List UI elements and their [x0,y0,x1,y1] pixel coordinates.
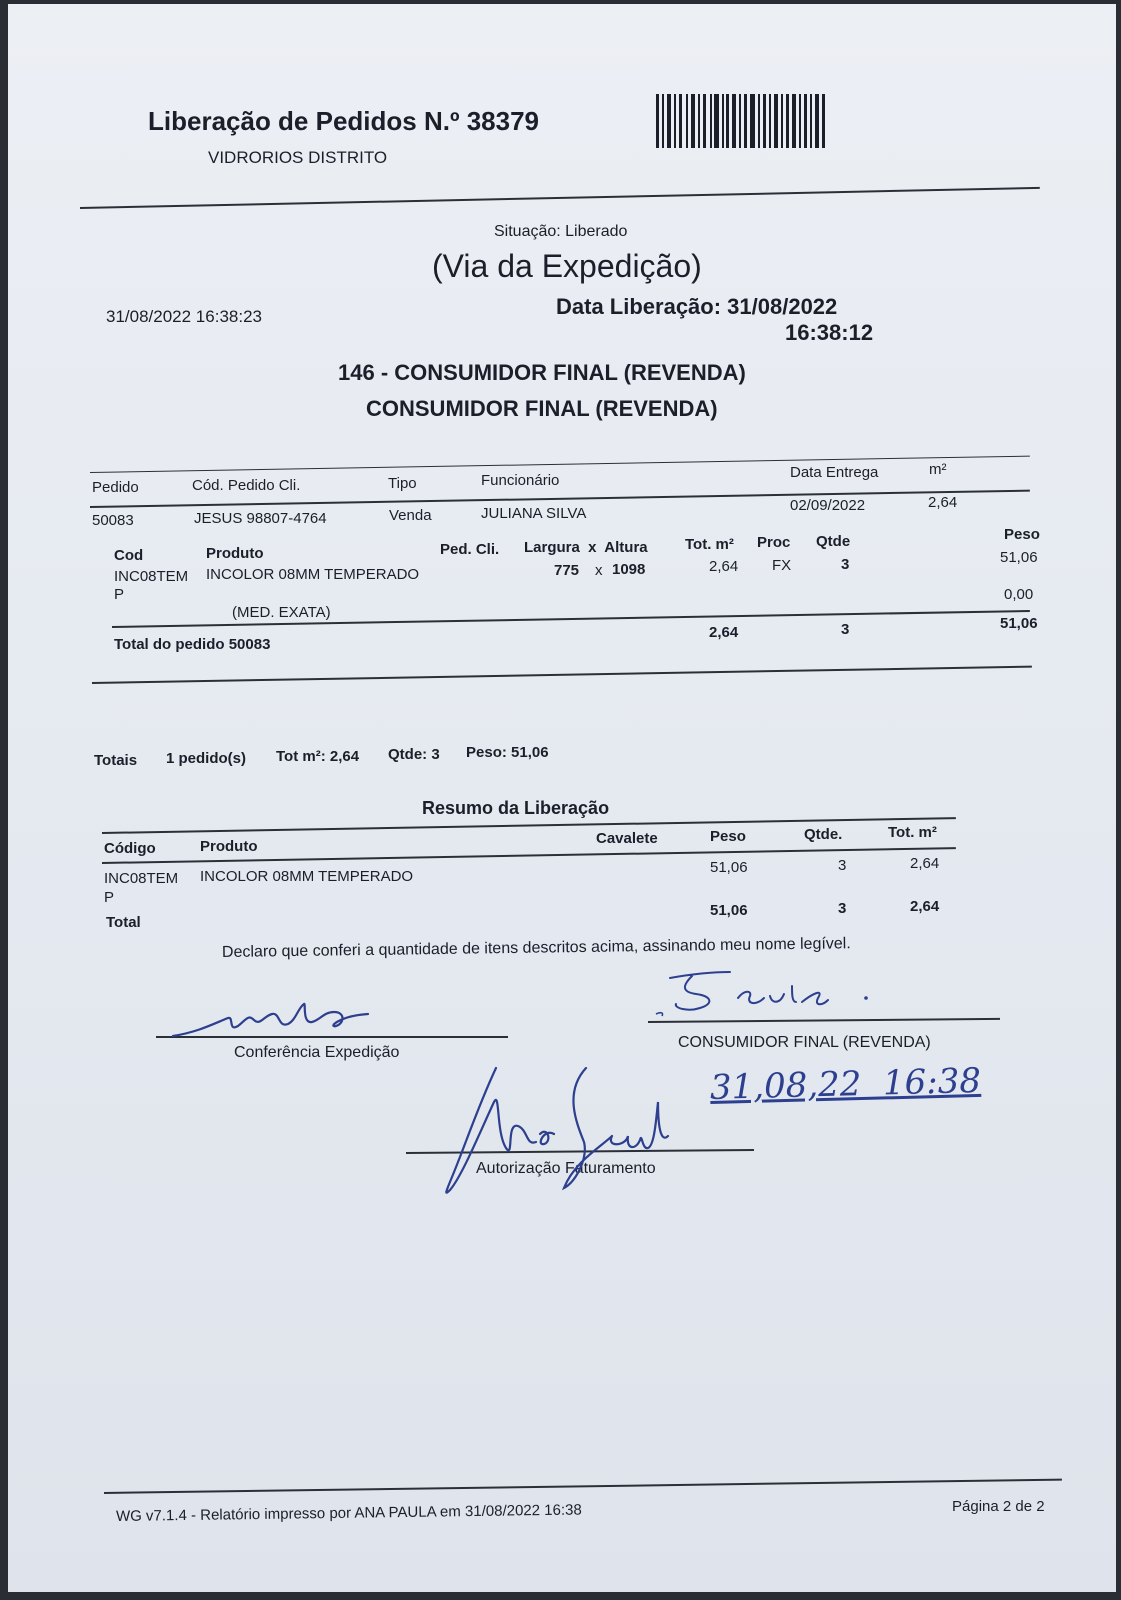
item-peso: 51,06 [1000,549,1038,566]
resumo-row-qtde: 3 [838,857,847,874]
situacao-label: Situação: Liberado [494,223,628,240]
cliente-line2: CONSUMIDOR FINAL (REVENDA) [366,396,718,421]
order-value-m2: 2,64 [928,494,958,511]
resumo-header-produto: Produto [200,838,258,855]
item-tot-m2: 2,64 [709,558,739,575]
handwritten-signature-cliente [652,964,892,1024]
resumo-header-peso: Peso [710,828,746,845]
order-header-tipo: Tipo [388,475,417,492]
item-cod-line2: P [114,586,125,603]
item-qtde: 3 [841,556,850,573]
item-x: x [595,562,603,579]
resumo-row-codigo-line2: P [104,889,115,906]
order-value-pedido: 50083 [92,512,134,529]
order-header-m2: m² [929,461,947,478]
resumo-total-qtde: 3 [838,900,847,917]
order-value-funcionario: JULIANA SILVA [481,505,587,522]
order-value-cod-pedido-cli: JESUS 98807-4764 [194,510,327,527]
item-altura: 1098 [612,561,646,578]
resumo-header-qtde: Qtde. [804,826,843,843]
item-produto: INCOLOR 08MM TEMPERADO [206,566,420,583]
barcode [656,94,826,148]
cliente-line1: 146 - CONSUMIDOR FINAL (REVENDA) [338,360,746,385]
handwritten-date: 31,08,22 16:38 [709,1060,982,1108]
order-total-peso: 51,06 [1000,615,1038,632]
resumo-header-tot-m2: Tot. m² [888,824,937,841]
resumo-header-cavalete: Cavalete [596,830,658,847]
handwritten-signature-autorizacao [436,1062,686,1202]
totals-tot-m2: Tot m²: 2,64 [276,748,360,765]
order-value-data-entrega: 02/09/2022 [790,497,866,514]
order-header-pedido: Pedido [92,479,139,496]
footer-divider [104,1479,1062,1494]
via-label: (Via da Expedição) [432,248,702,284]
totals-qtde: Qtde: 3 [388,746,440,763]
data-liberacao: Data Liberação: 31/08/2022 [556,294,838,319]
resumo-header-codigo: Código [104,840,156,857]
resumo-row-peso: 51,06 [710,859,748,876]
order-header-cod-pedido-cli: Cód. Pedido Cli. [192,477,301,494]
item-header-peso: Peso [1004,526,1040,543]
order-header-data-entrega: Data Entrega [790,464,879,481]
order-total-label: Total do pedido 50083 [114,636,271,653]
resumo-row-codigo-line1: INC08TEM [104,870,179,887]
declaration-text: Declaro que conferi a quantidade de itens descritos acima, assinando meu nome legível. [221,935,851,961]
document-title: Liberação de Pedidos N.º 38379 [148,106,539,136]
item-cod-line1: INC08TEM [114,568,189,585]
document-page [8,4,1116,1592]
header-divider [80,187,1040,209]
item-header-produto: Produto [206,545,264,562]
order-header-funcionario: Funcionário [481,472,560,489]
item-header-tot-m2: Tot. m² [685,536,734,553]
item-header-proc: Proc [757,534,791,551]
printed-datetime: 31/08/2022 16:38:23 [106,307,262,326]
footer-page: Página 2 de 2 [952,1498,1045,1515]
item-largura: 775 [554,562,580,579]
resumo-title: Resumo da Liberação [422,798,610,818]
order-value-tipo: Venda [389,507,432,524]
footer-report: WG v7.1.4 - Relatório impresso por ANA PAULA em 31/08/2022 16:38 [115,1501,582,1525]
item-produto-obs: (MED. EXATA) [232,604,331,621]
item-header-cod: Cod [114,547,144,564]
resumo-row-produto: INCOLOR 08MM TEMPERADO [200,868,414,885]
signature-label-conferencia: Conferência Expedição [234,1044,400,1061]
resumo-total-peso: 51,06 [710,902,748,919]
totals-label: Totais [94,752,138,769]
item-header-largura-altura: Largura x Altura [524,539,648,556]
item-proc: FX [772,557,792,574]
company-name: VIDRORIOS DISTRITO [208,148,388,167]
item-peso2: 0,00 [1004,586,1034,603]
resumo-total-tot-m2: 2,64 [910,898,940,915]
totals-peso: Peso: 51,06 [466,744,549,761]
item-header-qtde: Qtde [816,533,851,550]
order-top-divider [90,456,1030,473]
resumo-row-tot-m2: 2,64 [910,855,940,872]
totals-pedidos: 1 pedido(s) [166,750,247,767]
signature-label-autorizacao: Autorização Faturamento [476,1160,656,1177]
order-bottom-divider [92,666,1032,684]
resumo-total-label: Total [106,914,141,931]
hora-liberacao: 16:38:12 [785,320,874,345]
order-total-qtde: 3 [841,621,850,638]
signature-label-cliente: CONSUMIDOR FINAL (REVENDA) [678,1034,931,1051]
item-header-ped-cli: Ped. Cli. [440,541,500,558]
handwritten-signature-conferencia [168,994,388,1044]
order-total-tot-m2: 2,64 [709,624,739,641]
